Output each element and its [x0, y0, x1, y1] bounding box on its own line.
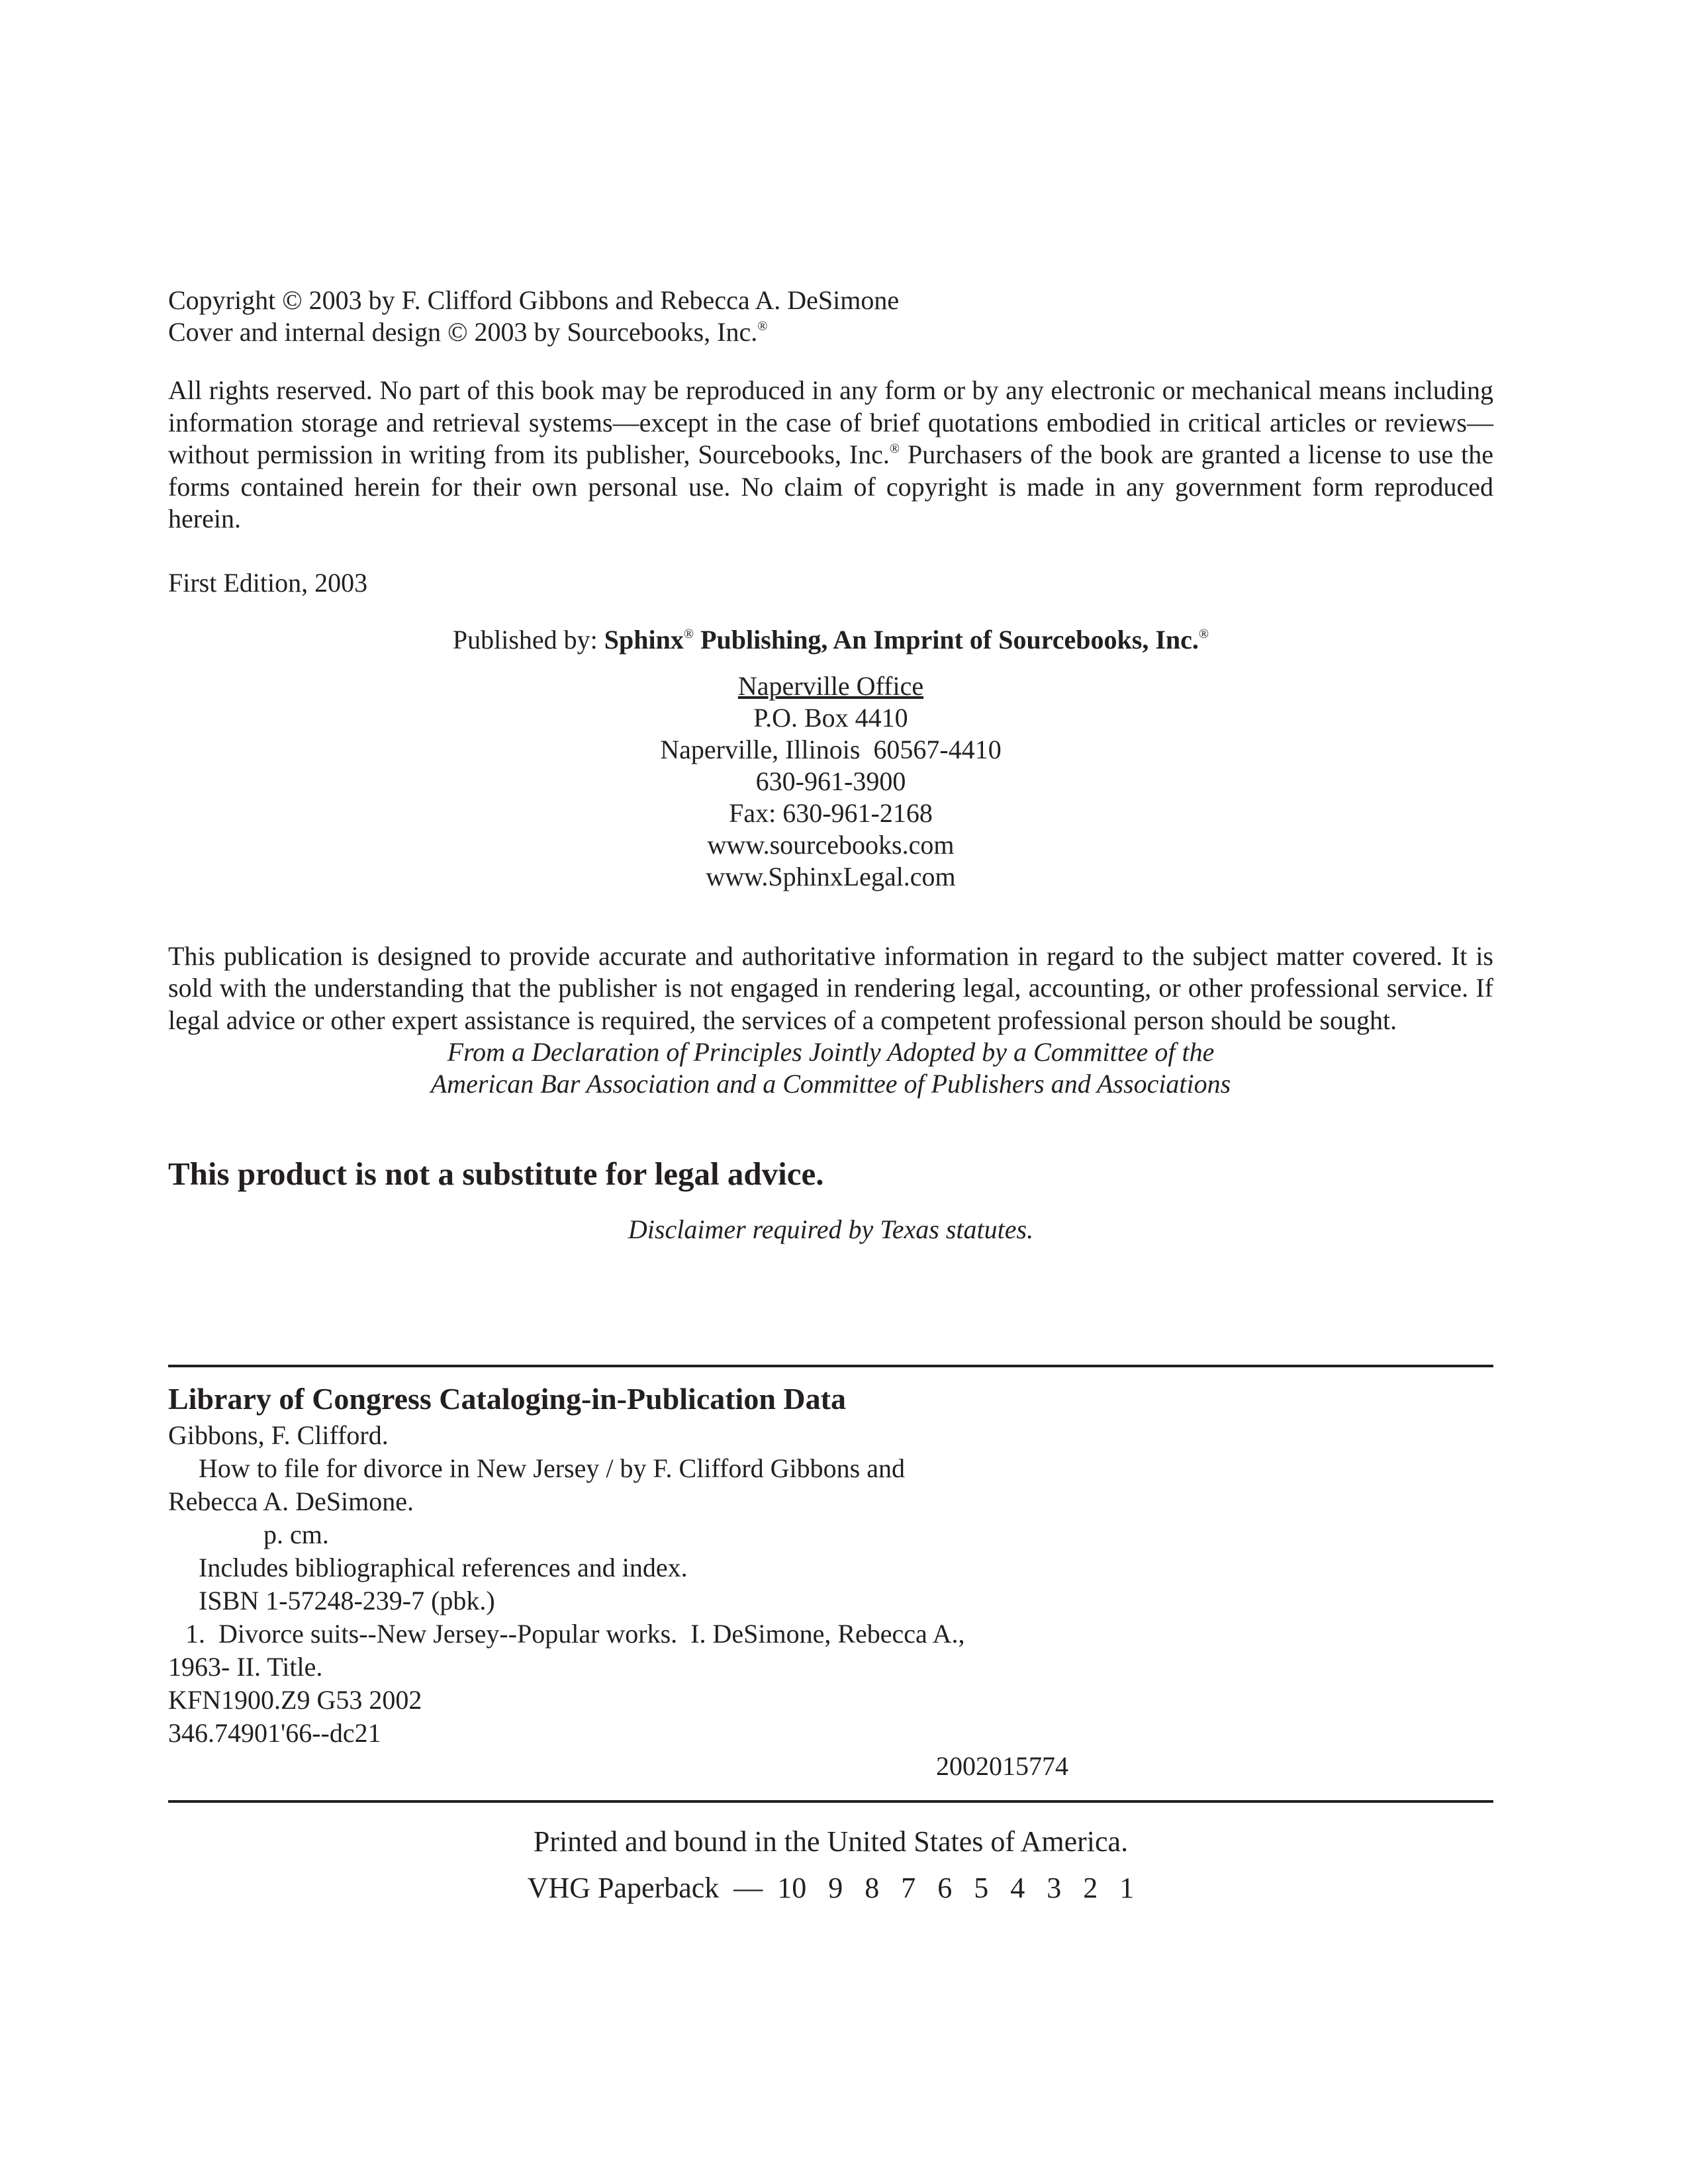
fax: Fax: 630-961-2168: [729, 797, 933, 828]
cip-isbn: ISBN 1-57248-239-7 (pbk.): [199, 1586, 495, 1615]
design-copyright-line: [168, 316, 1493, 348]
cip-dewey: 346.74901'66--dc21: [168, 1718, 381, 1748]
cip-title-cont: Rebecca A. DeSimone.: [168, 1486, 414, 1516]
phone: 630-961-3900: [755, 766, 906, 796]
website-link[interactable]: www.sourcebooks.com: [707, 829, 955, 860]
rights-paragraph: [168, 375, 1493, 535]
copyright-page: [168, 285, 1493, 1911]
publisher-line: [168, 624, 1493, 656]
registered-mark: ®: [1198, 626, 1209, 641]
website-link[interactable]: www.SphinxLegal.com: [706, 861, 956, 891]
city-line: Naperville, Illinois 60567-4410: [660, 734, 1002, 764]
publisher-prefix: Published by:: [452, 624, 604, 655]
registered-mark: ®: [889, 441, 900, 456]
cip-lc-class: KFN1900.Z9 G53 2002: [168, 1685, 422, 1715]
publisher-name-b: Publishing, An Imprint of Sourcebooks, Inc.: [694, 624, 1199, 655]
po-box: P.O. Box 4410: [753, 702, 908, 733]
cip-title: How to file for divorce in New Jersey / by F. Clifford Gibbons and: [199, 1453, 905, 1483]
publisher-name-a: Sphinx: [604, 624, 684, 655]
registered-mark: ®: [757, 319, 768, 334]
edition-line: First Edition, 2003: [168, 567, 368, 598]
cip-pagination: p. cm.: [263, 1520, 329, 1549]
print-line: VHG Paperback — 10 9 8 7 6 5 4 3 2 1: [527, 1872, 1135, 1904]
cip-subjects-cont: 1963- II. Title.: [168, 1652, 323, 1682]
declaration-line: American Bar Association and a Committee of Publishers and Associations: [430, 1069, 1231, 1099]
cip-notes: Includes bibliographical references and index.: [199, 1553, 688, 1582]
cip-record: [168, 1419, 1493, 1783]
cip-author: Gibbons, F. Clifford.: [168, 1420, 389, 1450]
rights-text-part1: All rights reserved. No part of this book may be reproduced in any form or by any electronic or mechanical means including information storage and retrieval systems—except in the case of brief quotations embodied in critical articles or reviews—without permission in writing from its publisher, Sourcebooks, Inc.: [168, 375, 1493, 469]
publisher-address: [168, 670, 1493, 893]
registered-mark: ®: [683, 626, 694, 641]
printed-in-line: Printed and bound in the United States of America.: [533, 1825, 1129, 1858]
disclaimer-paragraph: This publication is designed to provide accurate and authoritative information in regard to the subject matter covered. It is sold with the understanding that the publisher is not engaged in rendering legal, accounting, or other professional service. If legal advice or other expert assistance is required, the services of a competent professional person should be sought.: [168, 940, 1493, 1035]
cip-lccn: 2002015774: [936, 1751, 1068, 1781]
texas-disclaimer: Disclaimer required by Texas statutes.: [628, 1214, 1034, 1244]
declaration-line: From a Declaration of Principles Jointly Adopted by a Committee of the: [447, 1037, 1215, 1067]
design-copyright-text: Cover and internal design © 2003 by Sourcebooks, Inc.: [168, 317, 758, 347]
copyright-line: Copyright © 2003 by F. Clifford Gibbons and Rebecca A. DeSimone: [168, 285, 900, 315]
rights-text-part2: Purchasers of the book are granted a license to use the forms contained herein for their own personal use. No claim of copyright is made in any government form reproduced herein.: [168, 439, 1493, 533]
office-title: Naperville Office: [737, 670, 924, 701]
cip-subjects: 1. Divorce suits--New Jersey--Popular works. I. DeSimone, Rebecca A.,: [185, 1619, 965, 1649]
cip-heading: Library of Congress Cataloging-in-Publication Data: [168, 1382, 846, 1416]
legal-warning: This product is not a substitute for legal advice.: [168, 1156, 824, 1192]
